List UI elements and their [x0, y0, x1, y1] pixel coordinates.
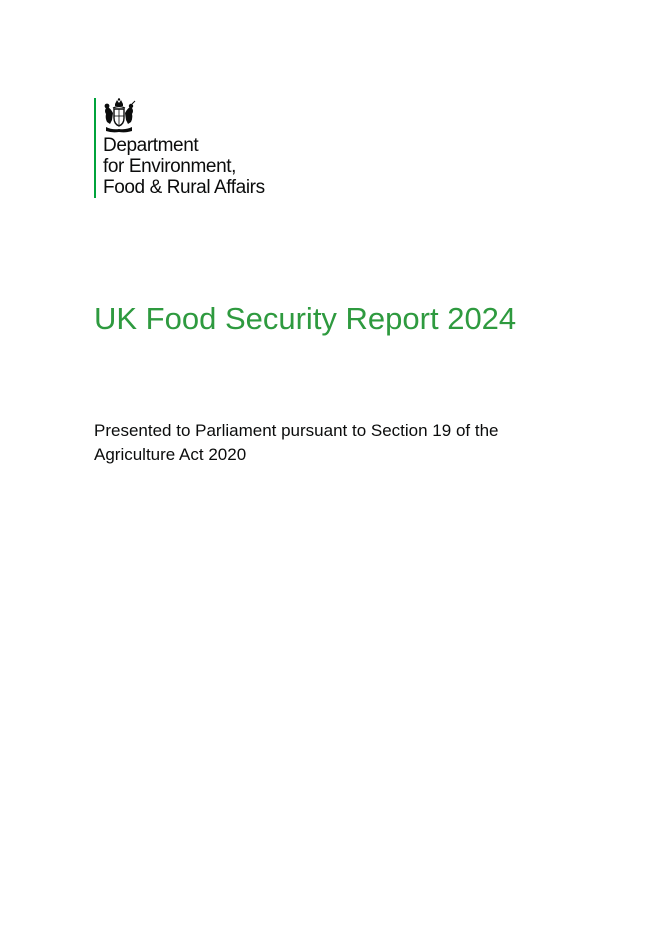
royal-coat-of-arms-icon [102, 98, 136, 134]
logo-green-rule [94, 98, 96, 198]
department-name [103, 135, 265, 198]
report-title: UK Food Security Report 2024 [94, 301, 517, 336]
department-name-line-1: Department [103, 135, 199, 156]
department-logo [94, 98, 294, 200]
subtitle-line-1: Presented to Parliament pursuant to Section 19 of the [94, 421, 499, 440]
report-subtitle [94, 419, 564, 467]
subtitle-line-2: Agriculture Act 2020 [94, 445, 247, 464]
department-name-line-2: for Environment, [103, 156, 236, 177]
department-name-line-3: Food & Rural Affairs [103, 177, 265, 198]
